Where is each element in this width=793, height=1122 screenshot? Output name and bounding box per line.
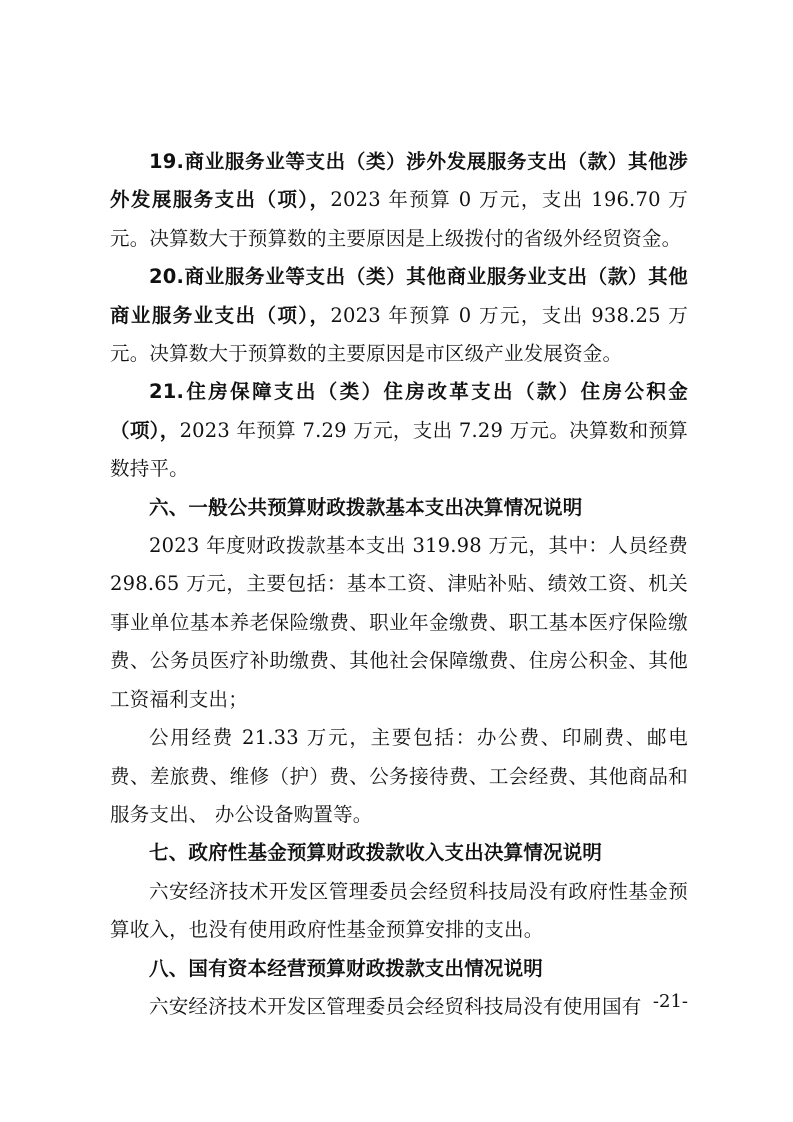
item-21-heading: 21.住房保障支出（类）住房改革支出（款）住房公积金（项）， — [110, 380, 688, 442]
item-19-heading: 19.商业服务业等支出（类）涉外发展服务支出（款）其他涉外发展服务支出（项）， — [110, 150, 688, 212]
section-6-paragraph-2: 公用经费 21.33 万元，主要包括：办公费、印刷费、邮电费、差旅费、维修（护）费、公务接待费、工会经费、其他商品和服务支出、 办公设备购置等。 — [110, 726, 688, 826]
paragraph-item-19 — [110, 143, 688, 258]
section-7-title: 七、政府性基金预算财政拨款收入支出决算情况说明 — [149, 841, 603, 865]
section-8-title: 八、国有资本经营预算财政拨款支出情况说明 — [149, 956, 544, 980]
document-body — [110, 143, 688, 1026]
item-21-text: 2023 年预算 7.29 万元，支出 7.29 万元。决算数和预算数持平。 — [110, 418, 688, 481]
section-8-paragraph: 六安经济技术开发区管理委员会经贸科技局没有使用国有 — [149, 994, 642, 1018]
item-19-text: 2023 年预算 0 万元，支出 196.70 万元。决算数大于预算数的主要原因是上级拨付的省级外经贸资金。 — [110, 188, 688, 250]
section-7-paragraph: 六安经济技术开发区管理委员会经贸科技局没有政府性基金预算收入，也没有使用政府性基金预算安排的支出。 — [110, 879, 688, 942]
paragraph-item-21 — [110, 373, 688, 488]
item-20-heading: 20.商业服务业等支出（类）其他商业服务业支出（款）其他商业服务业支出（项）， — [110, 265, 688, 327]
paragraph-item-20 — [110, 258, 688, 373]
section-6-title: 六、一般公共预算财政拨款基本支出决算情况说明 — [149, 495, 583, 519]
page-number: -21- — [652, 991, 688, 1012]
item-20-text: 2023 年预算 0 万元，支出 938.25 万元。决算数大于预算数的主要原因是市区级产业发展资金。 — [110, 303, 688, 366]
section-6-paragraph-1: 2023 年度财政拨款基本支出 319.98 万元，其中：人员经费 298.65 万元，主要包括：基本工资、津贴补贴、绩效工资、机关事业单位基本养老保险缴费、职业年金缴费、职工基本医疗保险缴费、公务员医疗补助缴费、其他社会保障缴费、住房公积金、其他工资福利支出； — [110, 534, 688, 711]
